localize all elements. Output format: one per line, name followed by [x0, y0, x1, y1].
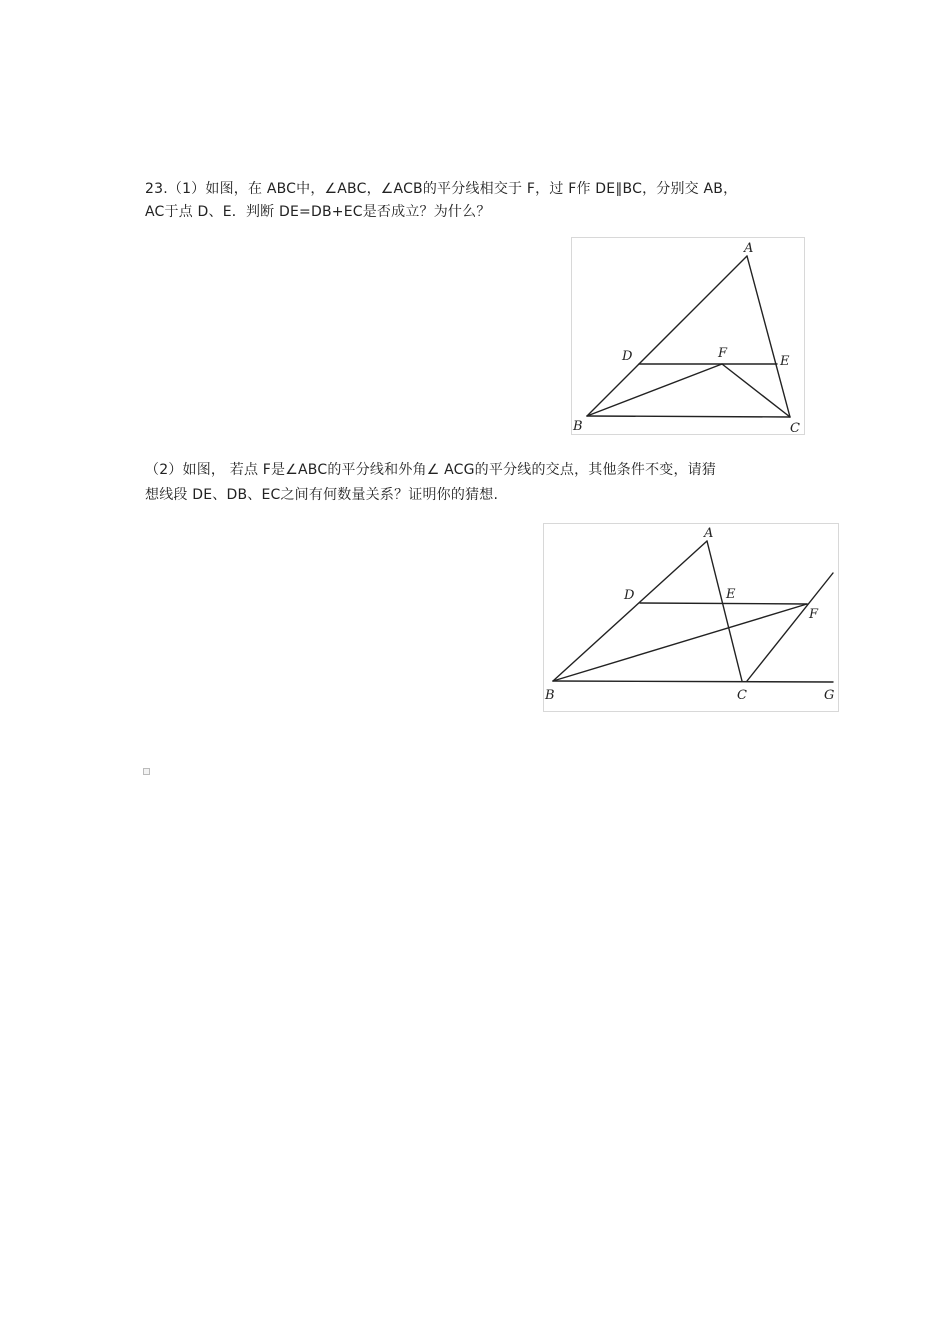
question-2-text-line-2: 想线段 DE、DB、EC之间有何数量关系？证明你的猜想.: [145, 487, 499, 503]
question-2-text-line-1: （2）如图， 若点 F是∠ABC的平分线和外角∠ ACG的平分线的交点，其他条件不变，请猜: [145, 462, 717, 478]
figure-1-triangle-diagram: [571, 237, 805, 435]
label-E: E: [780, 354, 790, 369]
label-F: F: [809, 607, 819, 622]
label-F: F: [718, 346, 728, 361]
segment-BF: [553, 604, 807, 681]
segment-DF: [640, 603, 807, 604]
figure-1-svg: [572, 238, 804, 434]
label-E: E: [726, 587, 736, 602]
label-A: A: [704, 526, 714, 541]
segment-AC: [707, 541, 742, 681]
label-C: C: [790, 421, 800, 434]
figure-2-triangle-diagram: [543, 523, 839, 712]
label-C: C: [737, 688, 747, 703]
question-1-text-line-2: AC于点 D、E．判断 DE=DB+EC是否成立？为什么？: [145, 204, 491, 220]
label-D: D: [624, 588, 635, 603]
label-B: B: [545, 688, 555, 703]
label-G: G: [824, 688, 835, 703]
label-A: A: [744, 241, 754, 256]
segment-CF-extended: [747, 573, 833, 681]
page-marker: [143, 768, 150, 775]
figure-2-svg: [544, 524, 838, 711]
segment-AB: [587, 256, 747, 416]
segment-CF: [722, 364, 790, 417]
segment-BF: [587, 364, 722, 416]
label-D: D: [622, 349, 633, 364]
segment-AB: [553, 541, 707, 681]
question-1-text-line-1: 23.（1）如图，在 ABC中，∠ABC，∠ACB的平分线相交于 F，过 F作 DE∥BC，分别交 AB，: [145, 181, 738, 197]
segment-BG: [553, 681, 833, 682]
label-B: B: [573, 419, 583, 434]
segment-BC: [587, 416, 790, 417]
segment-AC: [747, 256, 790, 417]
